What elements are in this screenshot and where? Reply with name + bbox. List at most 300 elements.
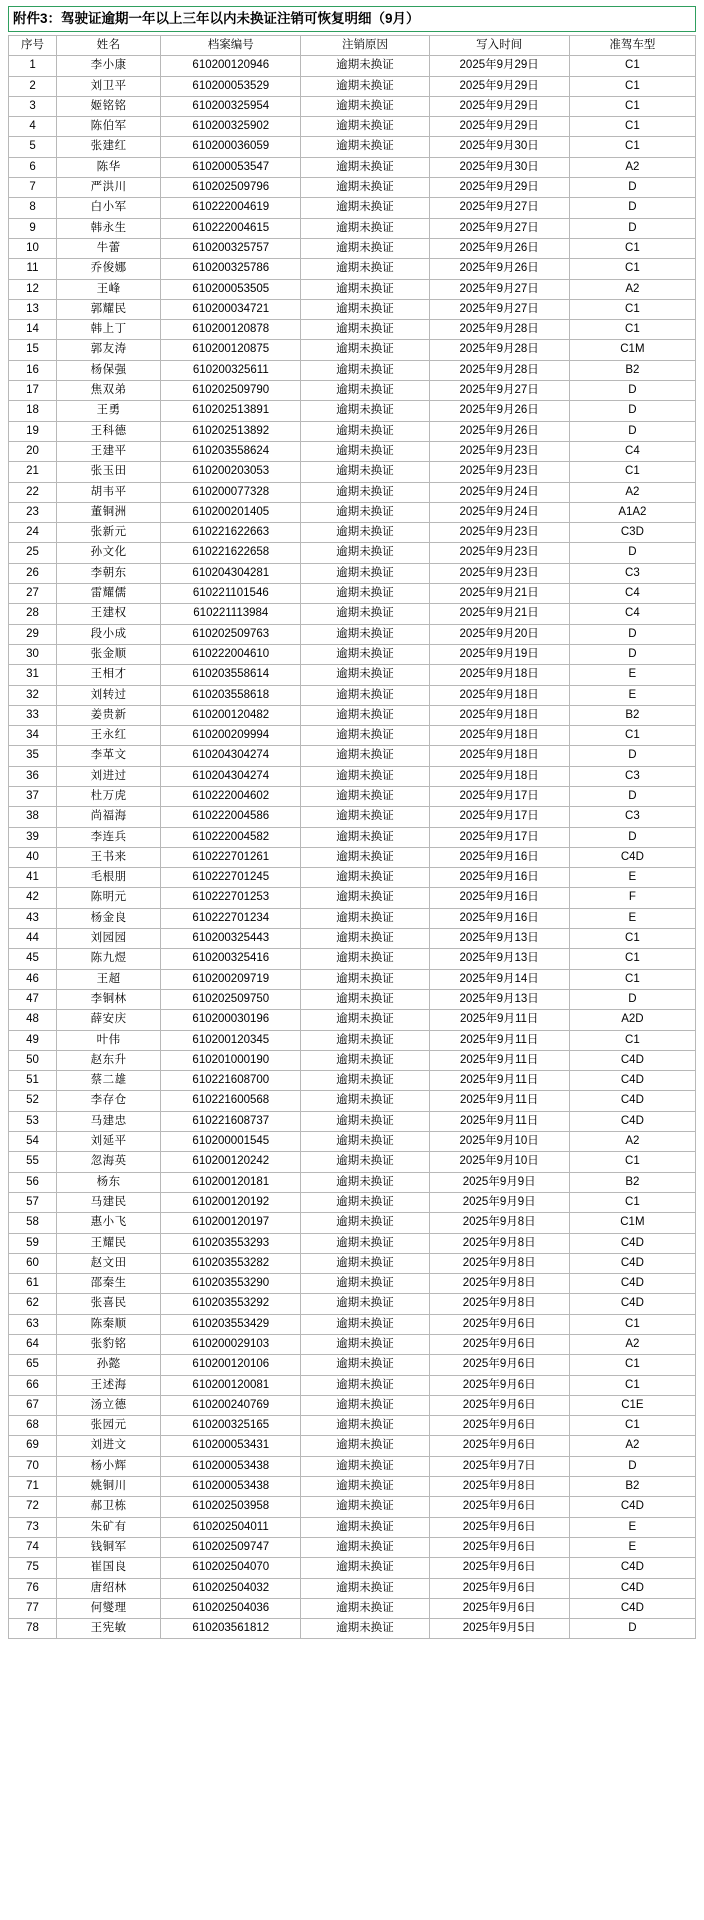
cell-license-type: C1	[569, 137, 695, 157]
cell-file-number: 610203553429	[161, 1314, 301, 1334]
cell-reason: 逾期未换证	[301, 807, 429, 827]
cell-license-type: D	[569, 624, 695, 644]
cell-license-type: C4D	[569, 1274, 695, 1294]
cell-license-type: C1	[569, 1192, 695, 1212]
cell-file-number: 610222004619	[161, 198, 301, 218]
cell-license-type: C3	[569, 807, 695, 827]
cell-license-type: C4D	[569, 847, 695, 867]
cell-license-type: C4D	[569, 1497, 695, 1517]
cell-license-type: E	[569, 685, 695, 705]
cell-write-time: 2025年9月21日	[429, 604, 569, 624]
cell-write-time: 2025年9月8日	[429, 1253, 569, 1273]
cell-write-time: 2025年9月13日	[429, 949, 569, 969]
cell-write-time: 2025年9月6日	[429, 1416, 569, 1436]
cell-write-time: 2025年9月23日	[429, 543, 569, 563]
cell-index: 48	[9, 1010, 57, 1030]
cell-file-number: 610200120875	[161, 340, 301, 360]
cell-license-type: E	[569, 665, 695, 685]
table-row	[9, 421, 696, 441]
cell-name: 孙文化	[57, 543, 161, 563]
cell-name: 牛蕾	[57, 238, 161, 258]
cell-index: 51	[9, 1071, 57, 1091]
table-row	[9, 401, 696, 421]
cell-name: 杨金良	[57, 908, 161, 928]
cell-name: 胡韦平	[57, 482, 161, 502]
cell-index: 60	[9, 1253, 57, 1273]
cell-license-type: D	[569, 1456, 695, 1476]
table-row	[9, 1578, 696, 1598]
cell-name: 何燮理	[57, 1598, 161, 1618]
cell-name: 王峰	[57, 279, 161, 299]
cell-license-type: E	[569, 1537, 695, 1557]
cell-file-number: 610200325443	[161, 929, 301, 949]
cell-index: 1	[9, 56, 57, 76]
cell-write-time: 2025年9月27日	[429, 279, 569, 299]
cell-license-type: C1	[569, 320, 695, 340]
table-row	[9, 1314, 696, 1334]
table-row	[9, 1436, 696, 1456]
cell-file-number: 610200053438	[161, 1477, 301, 1497]
cell-write-time: 2025年9月11日	[429, 1071, 569, 1091]
cell-reason: 逾期未换证	[301, 584, 429, 604]
table-row	[9, 949, 696, 969]
cell-reason: 逾期未换证	[301, 746, 429, 766]
cell-reason: 逾期未换证	[301, 888, 429, 908]
cell-write-time: 2025年9月26日	[429, 421, 569, 441]
cell-file-number: 610222701253	[161, 888, 301, 908]
cell-license-type: C1M	[569, 340, 695, 360]
table-row	[9, 137, 696, 157]
cell-index: 29	[9, 624, 57, 644]
cell-name: 白小军	[57, 198, 161, 218]
cell-index: 42	[9, 888, 57, 908]
cell-write-time: 2025年9月21日	[429, 584, 569, 604]
cell-reason: 逾期未换证	[301, 1456, 429, 1476]
cell-license-type: C1	[569, 76, 695, 96]
cell-license-type: C4D	[569, 1111, 695, 1131]
cell-reason: 逾期未换证	[301, 726, 429, 746]
cell-index: 61	[9, 1274, 57, 1294]
table-row	[9, 1294, 696, 1314]
cell-reason: 逾期未换证	[301, 56, 429, 76]
cell-write-time: 2025年9月29日	[429, 178, 569, 198]
cell-reason: 逾期未换证	[301, 178, 429, 198]
cell-name: 薛安庆	[57, 1010, 161, 1030]
cell-file-number: 610221101546	[161, 584, 301, 604]
cell-reason: 逾期未换证	[301, 218, 429, 238]
cell-name: 惠小飞	[57, 1213, 161, 1233]
cell-reason: 逾期未换证	[301, 198, 429, 218]
cell-name: 蔡二雄	[57, 1071, 161, 1091]
cell-license-type: C4D	[569, 1294, 695, 1314]
cell-reason: 逾期未换证	[301, 1537, 429, 1557]
cell-index: 7	[9, 178, 57, 198]
cell-index: 12	[9, 279, 57, 299]
cell-index: 54	[9, 1132, 57, 1152]
cell-reason: 逾期未换证	[301, 786, 429, 806]
cell-license-type: D	[569, 786, 695, 806]
cell-write-time: 2025年9月11日	[429, 1050, 569, 1070]
cell-reason: 逾期未换证	[301, 543, 429, 563]
cell-file-number: 610221113984	[161, 604, 301, 624]
cell-name: 王书来	[57, 847, 161, 867]
cell-name: 姚铜川	[57, 1477, 161, 1497]
cell-index: 56	[9, 1172, 57, 1192]
cell-license-type: C1	[569, 1416, 695, 1436]
cell-license-type: C4D	[569, 1598, 695, 1618]
cell-name: 焦双弟	[57, 381, 161, 401]
cell-license-type: C4D	[569, 1071, 695, 1091]
cell-license-type: C1	[569, 969, 695, 989]
cell-reason: 逾期未换证	[301, 1274, 429, 1294]
cell-reason: 逾期未换证	[301, 1335, 429, 1355]
cell-reason: 逾期未换证	[301, 401, 429, 421]
cell-file-number: 610202513892	[161, 421, 301, 441]
cell-write-time: 2025年9月30日	[429, 137, 569, 157]
cell-write-time: 2025年9月13日	[429, 929, 569, 949]
cell-file-number: 610200120192	[161, 1192, 301, 1212]
cell-reason: 逾期未换证	[301, 1598, 429, 1618]
cell-license-type: C1	[569, 117, 695, 137]
table-row	[9, 1416, 696, 1436]
cell-index: 65	[9, 1355, 57, 1375]
table-row	[9, 929, 696, 949]
cell-index: 71	[9, 1477, 57, 1497]
cell-write-time: 2025年9月26日	[429, 259, 569, 279]
table-row	[9, 543, 696, 563]
column-header-index: 序号	[9, 36, 57, 56]
cell-write-time: 2025年9月6日	[429, 1578, 569, 1598]
cell-file-number: 610202504011	[161, 1517, 301, 1537]
cell-reason: 逾期未换证	[301, 1395, 429, 1415]
cell-file-number: 610200120197	[161, 1213, 301, 1233]
cell-name: 王勇	[57, 401, 161, 421]
cell-file-number: 610200325786	[161, 259, 301, 279]
cell-license-type: C4	[569, 584, 695, 604]
cell-index: 53	[9, 1111, 57, 1131]
cell-file-number: 610222701234	[161, 908, 301, 928]
cell-index: 66	[9, 1375, 57, 1395]
table-row	[9, 1253, 696, 1273]
cell-file-number: 610200120106	[161, 1355, 301, 1375]
cell-file-number: 610202504070	[161, 1558, 301, 1578]
cell-file-number: 610203553282	[161, 1253, 301, 1273]
cell-write-time: 2025年9月8日	[429, 1294, 569, 1314]
cell-name: 郭友涛	[57, 340, 161, 360]
cell-index: 50	[9, 1050, 57, 1070]
table-row	[9, 807, 696, 827]
cell-name: 杨小辉	[57, 1456, 161, 1476]
cell-write-time: 2025年9月6日	[429, 1436, 569, 1456]
table-row	[9, 299, 696, 319]
cell-license-type: C1	[569, 1030, 695, 1050]
table-row	[9, 604, 696, 624]
cell-index: 11	[9, 259, 57, 279]
cell-license-type: C4D	[569, 1091, 695, 1111]
cell-name: 杜万虎	[57, 786, 161, 806]
cell-name: 韩上丁	[57, 320, 161, 340]
cell-index: 58	[9, 1213, 57, 1233]
cell-file-number: 610200209994	[161, 726, 301, 746]
cell-reason: 逾期未换证	[301, 604, 429, 624]
cell-name: 赵文田	[57, 1253, 161, 1273]
cell-write-time: 2025年9月24日	[429, 502, 569, 522]
cell-write-time: 2025年9月24日	[429, 482, 569, 502]
cell-file-number: 610200120878	[161, 320, 301, 340]
cell-index: 15	[9, 340, 57, 360]
cell-license-type: A2	[569, 1436, 695, 1456]
table-row	[9, 320, 696, 340]
cell-reason: 逾期未换证	[301, 523, 429, 543]
cell-index: 17	[9, 381, 57, 401]
cell-name: 马建忠	[57, 1111, 161, 1131]
cell-file-number: 610221608700	[161, 1071, 301, 1091]
cell-index: 5	[9, 137, 57, 157]
cell-license-type: C1	[569, 259, 695, 279]
cell-license-type: C3D	[569, 523, 695, 543]
cell-name: 张建红	[57, 137, 161, 157]
table-row	[9, 117, 696, 137]
cell-file-number: 610200053431	[161, 1436, 301, 1456]
cell-index: 16	[9, 360, 57, 380]
cell-name: 王耀民	[57, 1233, 161, 1253]
cell-license-type: B2	[569, 1172, 695, 1192]
cell-license-type: D	[569, 746, 695, 766]
table-row	[9, 523, 696, 543]
cell-reason: 逾期未换证	[301, 563, 429, 583]
cell-name: 杨保强	[57, 360, 161, 380]
cell-license-type: E	[569, 1517, 695, 1537]
cell-file-number: 610202509790	[161, 381, 301, 401]
cell-reason: 逾期未换证	[301, 1436, 429, 1456]
cell-file-number: 610200053529	[161, 76, 301, 96]
cell-file-number: 610221622658	[161, 543, 301, 563]
cell-index: 43	[9, 908, 57, 928]
cell-license-type: D	[569, 543, 695, 563]
cell-reason: 逾期未换证	[301, 238, 429, 258]
cell-name: 赵东升	[57, 1050, 161, 1070]
cell-reason: 逾期未换证	[301, 381, 429, 401]
cell-reason: 逾期未换证	[301, 949, 429, 969]
cell-index: 39	[9, 827, 57, 847]
cell-write-time: 2025年9月20日	[429, 624, 569, 644]
column-header-reason: 注销原因	[301, 36, 429, 56]
cell-write-time: 2025年9月23日	[429, 462, 569, 482]
cell-write-time: 2025年9月27日	[429, 198, 569, 218]
cell-file-number: 610221608737	[161, 1111, 301, 1131]
cell-license-type: C1	[569, 1375, 695, 1395]
cell-index: 62	[9, 1294, 57, 1314]
cell-file-number: 610200325165	[161, 1416, 301, 1436]
cell-reason: 逾期未换证	[301, 685, 429, 705]
table-row	[9, 989, 696, 1009]
cell-file-number: 610203561812	[161, 1619, 301, 1639]
cell-reason: 逾期未换证	[301, 1010, 429, 1030]
cell-write-time: 2025年9月29日	[429, 76, 569, 96]
cell-reason: 逾期未换证	[301, 969, 429, 989]
cell-name: 刘转过	[57, 685, 161, 705]
cell-license-type: D	[569, 178, 695, 198]
table-row	[9, 178, 696, 198]
cell-license-type: A2D	[569, 1010, 695, 1030]
cell-write-time: 2025年9月6日	[429, 1517, 569, 1537]
cell-write-time: 2025年9月11日	[429, 1010, 569, 1030]
cell-name: 汤立德	[57, 1395, 161, 1415]
cell-file-number: 610204304274	[161, 766, 301, 786]
cell-file-number: 610200325611	[161, 360, 301, 380]
cell-name: 郭耀民	[57, 299, 161, 319]
cell-reason: 逾期未换证	[301, 1213, 429, 1233]
cell-name: 王宪敏	[57, 1619, 161, 1639]
cell-reason: 逾期未换证	[301, 989, 429, 1009]
cell-file-number: 610200077328	[161, 482, 301, 502]
cell-license-type: B2	[569, 360, 695, 380]
cell-index: 52	[9, 1091, 57, 1111]
table-row	[9, 1558, 696, 1578]
cell-license-type: D	[569, 198, 695, 218]
cell-write-time: 2025年9月18日	[429, 685, 569, 705]
cell-reason: 逾期未换证	[301, 868, 429, 888]
table-row	[9, 238, 696, 258]
cell-file-number: 610202509796	[161, 178, 301, 198]
table-row	[9, 56, 696, 76]
cell-license-type: B2	[569, 1477, 695, 1497]
cell-index: 78	[9, 1619, 57, 1639]
cell-index: 68	[9, 1416, 57, 1436]
cell-license-type: C1	[569, 726, 695, 746]
cell-license-type: C3	[569, 563, 695, 583]
cell-file-number: 610200201405	[161, 502, 301, 522]
cell-index: 4	[9, 117, 57, 137]
table-row	[9, 1274, 696, 1294]
cell-file-number: 610200120181	[161, 1172, 301, 1192]
cell-write-time: 2025年9月16日	[429, 868, 569, 888]
cell-name: 李小康	[57, 56, 161, 76]
cell-reason: 逾期未换证	[301, 827, 429, 847]
table-row	[9, 1192, 696, 1212]
cell-index: 49	[9, 1030, 57, 1050]
cell-license-type: A2	[569, 157, 695, 177]
cell-reason: 逾期未换证	[301, 340, 429, 360]
cell-write-time: 2025年9月29日	[429, 56, 569, 76]
cell-write-time: 2025年9月18日	[429, 705, 569, 725]
table-row	[9, 482, 696, 502]
cell-name: 张玉田	[57, 462, 161, 482]
cell-write-time: 2025年9月30日	[429, 157, 569, 177]
cell-license-type: C4	[569, 604, 695, 624]
cell-write-time: 2025年9月27日	[429, 381, 569, 401]
cell-write-time: 2025年9月29日	[429, 96, 569, 116]
page-title: 附件3：驾驶证逾期一年以上三年以内未换证注销可恢复明细（9月）	[13, 11, 420, 26]
cell-reason: 逾期未换证	[301, 360, 429, 380]
cell-reason: 逾期未换证	[301, 76, 429, 96]
cell-write-time: 2025年9月8日	[429, 1213, 569, 1233]
table-row	[9, 584, 696, 604]
cell-write-time: 2025年9月16日	[429, 888, 569, 908]
cell-reason: 逾期未换证	[301, 1497, 429, 1517]
cell-index: 24	[9, 523, 57, 543]
cell-index: 23	[9, 502, 57, 522]
table-row	[9, 1335, 696, 1355]
cell-reason: 逾期未换证	[301, 1152, 429, 1172]
cell-write-time: 2025年9月19日	[429, 644, 569, 664]
cell-index: 57	[9, 1192, 57, 1212]
cell-name: 陈秦顺	[57, 1314, 161, 1334]
cell-reason: 逾期未换证	[301, 279, 429, 299]
cell-file-number: 610200029103	[161, 1335, 301, 1355]
cell-reason: 逾期未换证	[301, 1071, 429, 1091]
cell-license-type: D	[569, 644, 695, 664]
table-body	[9, 56, 696, 1639]
cell-file-number: 610221622663	[161, 523, 301, 543]
cell-name: 张园元	[57, 1416, 161, 1436]
cell-write-time: 2025年9月6日	[429, 1497, 569, 1517]
cell-name: 刘进过	[57, 766, 161, 786]
cell-write-time: 2025年9月28日	[429, 320, 569, 340]
cell-reason: 逾期未换证	[301, 1416, 429, 1436]
table-row	[9, 1091, 696, 1111]
cell-name: 忽海英	[57, 1152, 161, 1172]
table-row	[9, 563, 696, 583]
cell-name: 张新元	[57, 523, 161, 543]
cell-index: 6	[9, 157, 57, 177]
cell-write-time: 2025年9月28日	[429, 340, 569, 360]
cell-index: 18	[9, 401, 57, 421]
cell-license-type: D	[569, 401, 695, 421]
table-row	[9, 624, 696, 644]
cell-reason: 逾期未换证	[301, 705, 429, 725]
cell-name: 杨东	[57, 1172, 161, 1192]
cell-name: 王相才	[57, 665, 161, 685]
cell-index: 22	[9, 482, 57, 502]
cell-name: 刘园园	[57, 929, 161, 949]
cell-file-number: 610202509747	[161, 1537, 301, 1557]
cell-license-type: C1	[569, 949, 695, 969]
cell-license-type: D	[569, 827, 695, 847]
cell-reason: 逾期未换证	[301, 1111, 429, 1131]
cell-license-type: C1	[569, 1314, 695, 1334]
cell-index: 41	[9, 868, 57, 888]
cell-index: 34	[9, 726, 57, 746]
table-row	[9, 1030, 696, 1050]
cell-name: 陈明元	[57, 888, 161, 908]
cell-write-time: 2025年9月8日	[429, 1477, 569, 1497]
cell-index: 21	[9, 462, 57, 482]
cell-license-type: C4D	[569, 1253, 695, 1273]
cell-index: 59	[9, 1233, 57, 1253]
cell-index: 73	[9, 1517, 57, 1537]
cell-license-type: D	[569, 381, 695, 401]
cell-index: 70	[9, 1456, 57, 1476]
cell-name: 李连兵	[57, 827, 161, 847]
table-row	[9, 685, 696, 705]
cell-write-time: 2025年9月18日	[429, 665, 569, 685]
cell-file-number: 610204304281	[161, 563, 301, 583]
cell-name: 乔俊娜	[57, 259, 161, 279]
cell-name: 段小成	[57, 624, 161, 644]
cell-reason: 逾期未换证	[301, 766, 429, 786]
cell-write-time: 2025年9月18日	[429, 726, 569, 746]
table-row	[9, 76, 696, 96]
cell-reason: 逾期未换证	[301, 259, 429, 279]
cell-index: 75	[9, 1558, 57, 1578]
cell-name: 钱铜军	[57, 1537, 161, 1557]
cell-reason: 逾期未换证	[301, 847, 429, 867]
cell-index: 26	[9, 563, 57, 583]
cell-license-type: A2	[569, 482, 695, 502]
cell-file-number: 610200203053	[161, 462, 301, 482]
cell-write-time: 2025年9月17日	[429, 827, 569, 847]
